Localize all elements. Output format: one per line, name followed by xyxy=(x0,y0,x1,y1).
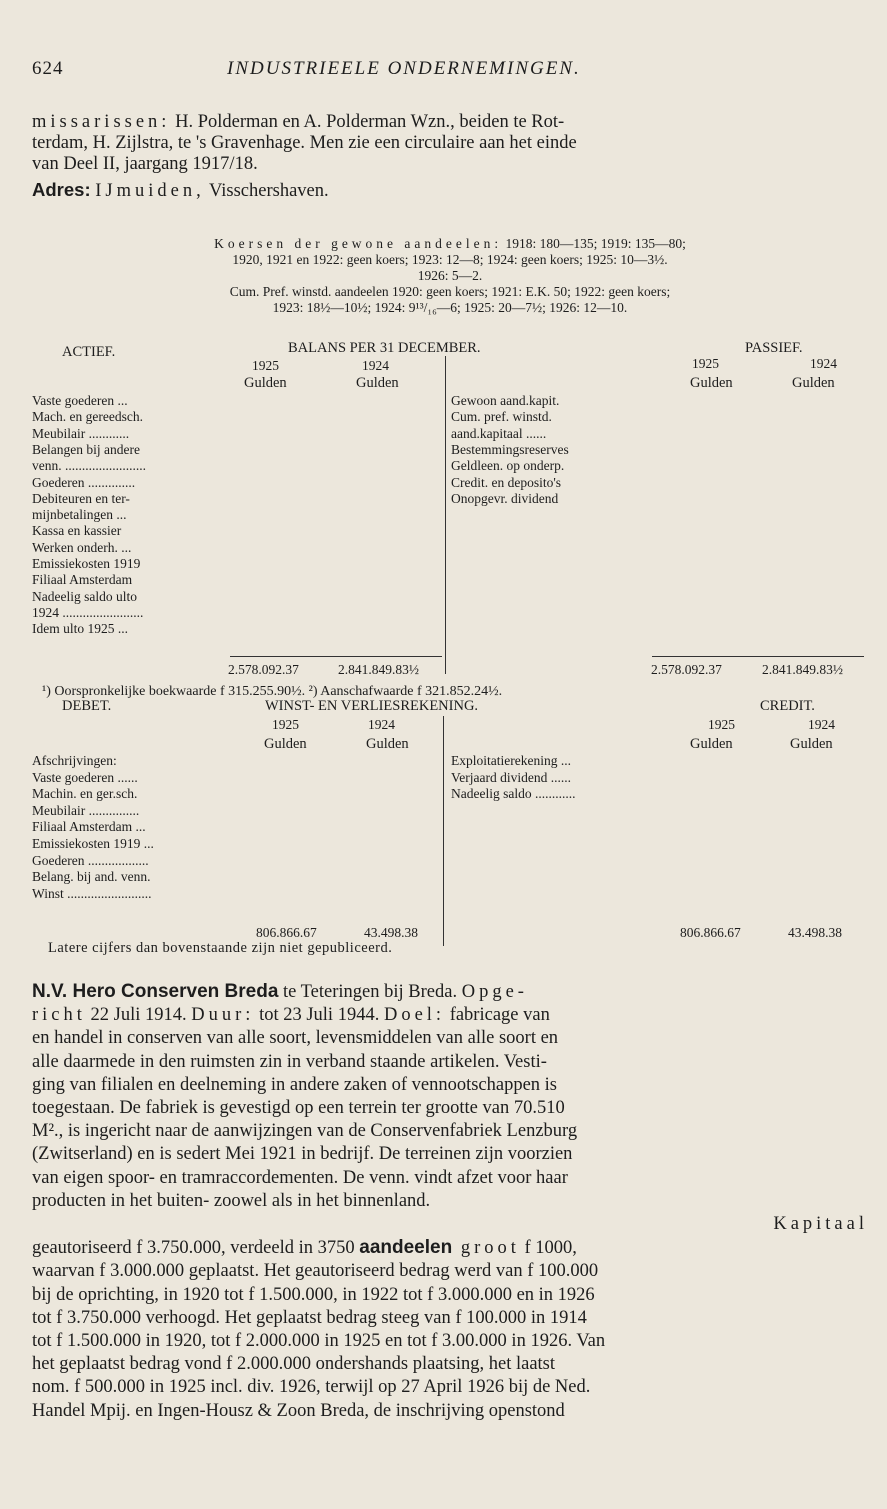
actief-row-label: Filiaal Amsterdam xyxy=(32,572,133,588)
intro-line2: terdam, H. Zijlstra, te 's Gravenhage. Men zie een circulaire aan het einde xyxy=(32,133,577,153)
page-number: 624 xyxy=(32,58,64,79)
passief-row-label: Cum. pref. winstd. xyxy=(451,409,552,425)
hero-duur: Duur: xyxy=(191,1005,255,1026)
hero-text-line: tot f 1.500.000 in 1920, tot f 2.000.000 in 1925 en tot f 3.00.000 in 1926. Van xyxy=(32,1331,606,1352)
balans-title: BALANS PER 31 DECEMBER. xyxy=(288,340,481,356)
balans-year2-passief: 1924 xyxy=(810,356,837,371)
hero-text-line: en handel in conserven van alle soort, levensmiddelen van alle soort en xyxy=(32,1028,559,1049)
intro-line3: van Deel II, jaargang 1917/18. xyxy=(32,154,258,174)
hero-text-line: bij de oprichting, in 1920 tot f 1.500.000, in 1922 tot f 3.000.000 en in 1926 xyxy=(32,1284,595,1305)
debet-row-label: Vaste goederen ...... xyxy=(32,769,138,785)
hero-mid-lines xyxy=(32,1027,868,1213)
debet-row-label: Emissiekosten 1919 ... xyxy=(32,836,154,851)
hero-groot: groot xyxy=(452,1238,520,1259)
actief-row-label: Mach. en gereedsch. xyxy=(32,409,143,425)
intro-paragraph xyxy=(32,112,868,202)
hero-opgericht-b: richt xyxy=(32,1005,86,1026)
koersen-line1: 1918: 180—135; 1919: 135—80; xyxy=(502,236,686,251)
debet-row-label: Belang. bij and. venn. xyxy=(32,869,151,885)
actief-row-label: Debiteuren en ter- xyxy=(32,490,130,506)
intro-spaced-word: missarissen: xyxy=(32,112,171,132)
debet-row-label: Machin. en ger.sch. xyxy=(32,786,138,802)
debet-row-label: Winst ......................... xyxy=(32,885,152,901)
balans-total-rule-right xyxy=(652,656,864,657)
winst-total1-credit: 806.866.67 xyxy=(680,925,741,940)
actief-row-label: 1924 ........................ xyxy=(32,604,144,620)
debet-row-label: Goederen .................. xyxy=(32,852,149,868)
hero-opgericht-a: Opge- xyxy=(461,982,528,1002)
passief-row-label: Onopgevr. dividend xyxy=(451,490,559,506)
koersen-line3: 1926: 5—2. xyxy=(417,268,483,283)
hero-kapitaal: Kapitaal xyxy=(773,1214,868,1235)
adres-street: Visschershaven. xyxy=(204,181,329,201)
balans-unit-a2: Gulden xyxy=(356,375,399,391)
actief-row-label: Vaste goederen ... xyxy=(32,393,128,408)
passief-row-label: aand.kapitaal ...... xyxy=(451,425,547,441)
balans-total2-actief: 2.841.849.83½ xyxy=(338,662,419,677)
hero-text-line: toegestaan. De fabriek is gevestigd op een terrein ter grootte van 70.510 xyxy=(32,1098,565,1119)
winst-unit-d1: Gulden xyxy=(264,736,307,752)
hero-text-line: waarvan f 3.000.000 geplaatst. Het geautoriseerd bedrag werd van f 100.000 xyxy=(32,1261,599,1282)
hero-end-lines xyxy=(32,1260,868,1422)
winst-unit-c1: Gulden xyxy=(690,736,733,752)
credit-row-label: Verjaard dividend ...... xyxy=(451,769,571,785)
koersen-heading: Koersen der gewone aandeelen: xyxy=(214,236,503,251)
winst-divider xyxy=(443,716,444,946)
balans-unit-p1: Gulden xyxy=(690,375,733,391)
winst-year1-credit: 1925 xyxy=(708,717,735,732)
winst-note: Latere cijfers dan bovenstaande zijn niet gepubliceerd. xyxy=(48,940,393,956)
actief-row-label: Goederen .............. xyxy=(32,474,136,490)
winst-total2-credit: 43.498.38 xyxy=(788,925,842,940)
actief-row-label: Belangen bij andere xyxy=(32,441,140,457)
adres-label: Adres: xyxy=(32,179,91,200)
actief-row-label: Meubilair ............ xyxy=(32,425,130,441)
hero-l1a: te Teteringen bij Breda. xyxy=(278,982,462,1002)
winst-year2-debet: 1924 xyxy=(368,717,395,732)
balans-unit-a1: Gulden xyxy=(244,375,287,391)
credit-label: CREDIT. xyxy=(760,698,815,714)
hero-l2a: 22 Juli 1914. xyxy=(85,1005,192,1026)
debet-row-label: Filiaal Amsterdam ... xyxy=(32,819,146,835)
hero-text-line: (Zwitserland) en is sedert Mei 1921 in bedrijf. De terreinen zijn voorzien xyxy=(32,1144,573,1165)
hero-text-line: producten in het buiten- zoowel als in het binnenland. xyxy=(32,1190,431,1211)
passief-row-label: Geldleen. op onderp. xyxy=(451,458,565,474)
actief-row-label: Nadeelig saldo ulto xyxy=(32,588,137,604)
passief-row-label: Credit. en deposito's xyxy=(451,474,562,490)
hero-text-line: nom. f 500.000 in 1925 incl. div. 1926, terwijl op 27 April 1926 bij de Ned. xyxy=(32,1377,591,1398)
passief-row-label: Gewoon aand.kapit. xyxy=(451,393,560,408)
hero-text-line: het geplaatst bedrag vond f 2.000.000 ondershands plaatsing, het laatst xyxy=(32,1354,556,1375)
winst-year2-credit: 1924 xyxy=(808,717,835,732)
winst-unit-d2: Gulden xyxy=(366,736,409,752)
koersen-line2: 1920, 1921 en 1922: geen koers; 1923: 12—8; 1924: geen koers; 1925: 10—3½. xyxy=(232,252,668,267)
actief-row-label: Idem ulto 1925 ... xyxy=(32,621,128,637)
hero-aandeelen: aandeelen xyxy=(359,1237,453,1259)
winst-year1-debet: 1925 xyxy=(272,717,299,732)
hero-text-line: M²., is ingericht naar de aanwijzingen van de Conservenfabriek Lenzburg xyxy=(32,1121,578,1142)
koersen-line5: 1923: 18½—10½; 1924: 9¹³/₁₆—6; 1925: 20—7½; 1926: 12—10. xyxy=(272,300,628,315)
actief-row-label: mijnbetalingen ... xyxy=(32,507,127,523)
running-title: INDUSTRIEELE ONDERNEMINGEN. xyxy=(227,58,581,79)
hero-l2b: tot 23 Juli 1944. xyxy=(254,1005,384,1026)
intro-line1: H. Polderman en A. Polderman Wzn., beiden te Rot- xyxy=(170,112,565,132)
winst-total2-debet: 43.498.38 xyxy=(364,925,418,940)
actief-row-label: venn. ........................ xyxy=(32,458,146,474)
balans-footnote: ¹) Oorspronkelijke boekwaarde f 315.255.90½. ²) Aanschafwaarde f 321.852.24½. xyxy=(42,684,503,699)
winst-unit-c2: Gulden xyxy=(790,736,833,752)
debet-label: DEBET. xyxy=(62,698,112,714)
winst-title: WINST- EN VERLIESREKENING. xyxy=(265,698,479,714)
credit-row-label: Nadeelig saldo ............ xyxy=(451,786,576,802)
koersen-block xyxy=(32,236,868,316)
koersen-line4: Cum. Pref. winstd. aandeelen 1920: geen koers; 1921: E.K. 50; 1922: geen koers; xyxy=(229,284,671,299)
debet-row-label: Meubilair ............... xyxy=(32,802,140,818)
debet-row-label: Afschrijvingen: xyxy=(32,753,117,768)
balans-year2-actief: 1924 xyxy=(362,358,389,373)
hero-l11a: geautoriseerd f 3.750.000, verdeeld in 3750 xyxy=(32,1238,360,1259)
balans-year1-passief: 1925 xyxy=(692,356,719,371)
actief-label: ACTIEF. xyxy=(62,344,116,360)
balans-year1-actief: 1925 xyxy=(252,358,279,373)
hero-text-line: van eigen spoor- en tramraccordementen. De venn. vindt afzet voor haar xyxy=(32,1167,568,1188)
hero-l11b: f 1000, xyxy=(519,1238,577,1259)
hero-l2c: fabricage van xyxy=(445,1005,550,1026)
balans-total1-actief: 2.578.092.37 xyxy=(228,662,299,677)
passief-row-label: Bestemmingsreserves xyxy=(451,441,569,457)
actief-row-label: Werken onderh. ... xyxy=(32,539,132,555)
balans-total-rule-left xyxy=(230,656,442,657)
actief-row-label: Emissiekosten 1919 xyxy=(32,556,141,571)
passief-label: PASSIEF. xyxy=(745,340,803,356)
winst-total1-debet: 806.866.67 xyxy=(256,925,317,940)
balans-total2-passief: 2.841.849.83½ xyxy=(762,662,843,677)
credit-row-label: Exploitatierekening ... xyxy=(451,753,571,768)
balans-unit-p2: Gulden xyxy=(792,375,835,391)
hero-text-line: ging van filialen en deelneming in andere zaken of vennootschappen is xyxy=(32,1074,558,1095)
hero-company-name: N.V. Hero Conserven Breda xyxy=(32,981,279,1002)
hero-paragraph xyxy=(32,980,868,1423)
balans-divider xyxy=(445,356,446,674)
hero-text-line: tot f 3.750.000 verhoogd. Het geplaatst bedrag steeg van f 100.000 in 1914 xyxy=(32,1307,587,1328)
adres-city: IJmuiden, xyxy=(95,181,205,201)
hero-text-line: Handel Mpij. en Ingen-Housz & Zoon Breda, de inschrijving openstond xyxy=(32,1400,565,1421)
hero-text-line: alle daarmede in den ruimsten zin in verband staande artikelen. Vesti- xyxy=(32,1051,547,1072)
hero-doel: Doel: xyxy=(383,1005,446,1026)
balans-total1-passief: 2.578.092.37 xyxy=(651,662,722,677)
actief-row-label: Kassa en kassier xyxy=(32,523,122,539)
